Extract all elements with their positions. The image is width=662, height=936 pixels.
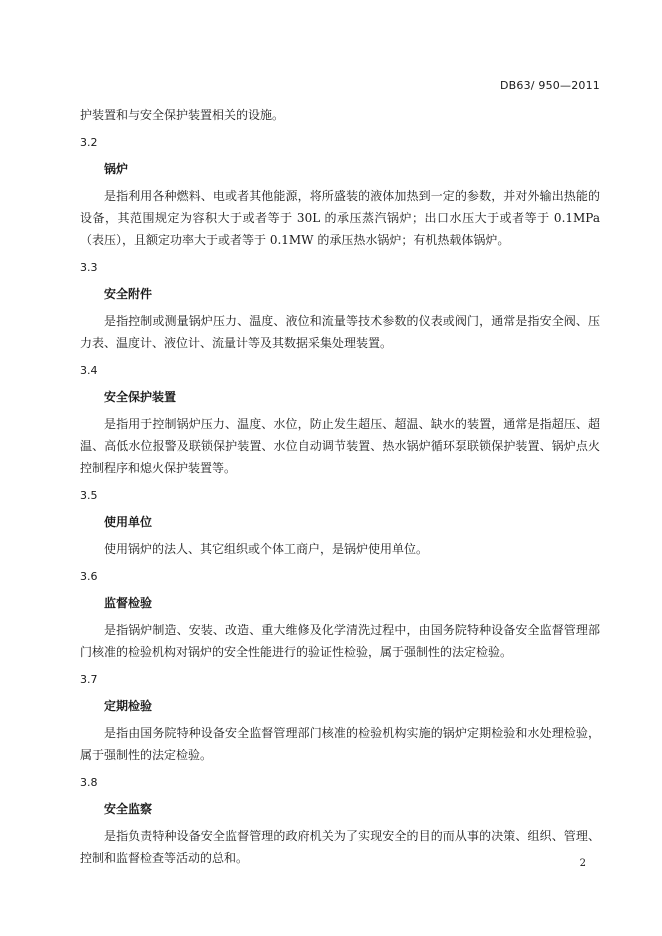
section-term: 使用单位 [104, 515, 153, 529]
section-number: 3.4 [80, 364, 98, 377]
section-body: 是指锅炉制造、安装、改造、重大维修及化学清洗过程中，由国务院特种设备安全监督管理部门核准的检验机构对锅炉的安全性能进行的验证性检验，属于强制性的法定检验。 [80, 623, 600, 659]
section-term: 安全保护装置 [104, 390, 177, 404]
section-term: 定期检验 [104, 699, 153, 713]
section-number: 3.2 [80, 136, 98, 149]
section-term: 安全监察 [104, 802, 153, 816]
section-body: 是指由国务院特种设备安全监督管理部门核准的检验机构实施的锅炉定期检验和水处理检验，属于强制性的法定检验。 [80, 726, 600, 762]
section-term: 安全附件 [104, 287, 153, 301]
section-body: 是指利用各种燃料、电或者其他能源，将所盛装的液体加热到一定的参数，并对外输出热能的设备，其范围规定为容积大于或者等于 30L 的承压蒸汽锅炉；出口水压大于或者等于 0.1MPa（表压），且额定功率大于或者等于 0.1MW 的承压热水锅炉；有机热载体锅炉。 [80, 189, 600, 247]
section-3-4 [80, 360, 600, 479]
section-3-8 [80, 772, 600, 869]
section-3-5 [80, 485, 600, 560]
page-content [80, 104, 600, 869]
page-number: 2 [579, 858, 586, 869]
continuation-text: 护装置和与安全保护装置相关的设施。 [80, 108, 285, 122]
section-body: 是指控制或测量锅炉压力、温度、液位和流量等技术参数的仪表或阀门，通常是指安全阀、压力表、温度计、液位计、流量计等及其数据采集处理装置。 [80, 314, 600, 350]
section-3-2 [80, 132, 600, 251]
section-body: 使用锅炉的法人、其它组织或个体工商户，是锅炉使用单位。 [104, 542, 429, 556]
section-number: 3.6 [80, 570, 98, 583]
document-code: DB63/ 950—2011 [499, 79, 600, 92]
section-number: 3.8 [80, 776, 98, 789]
section-number: 3.3 [80, 261, 98, 274]
section-number: 3.7 [80, 673, 98, 686]
section-3-3 [80, 257, 600, 354]
section-body: 是指用于控制锅炉压力、温度、水位，防止发生超压、超温、缺水的装置，通常是指超压、超温、高低水位报警及联锁保护装置、水位自动调节装置、热水锅炉循环泵联锁保护装置、锅炉点火控制程序和熄火保护装置等。 [80, 417, 600, 475]
section-number: 3.5 [80, 489, 98, 502]
section-3-6 [80, 566, 600, 663]
section-term: 监督检验 [104, 596, 153, 610]
section-body: 是指负责特种设备安全监督管理的政府机关为了实现安全的目的而从事的决策、组织、管理、控制和监督检查等活动的总和。 [80, 829, 600, 865]
section-3-7 [80, 669, 600, 766]
section-term: 锅炉 [104, 162, 129, 176]
